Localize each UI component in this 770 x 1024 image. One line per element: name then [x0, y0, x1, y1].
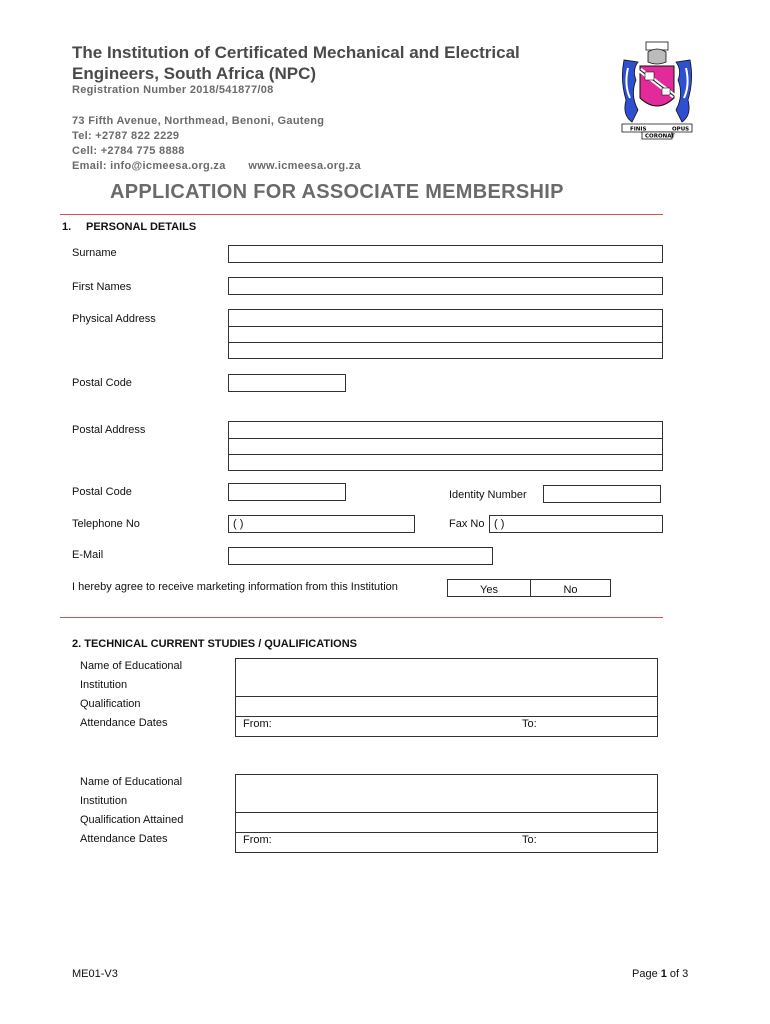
fax-label: Fax No [449, 518, 485, 530]
institution-label: Name of Educational [80, 776, 183, 788]
qualification-label: Qualification [80, 698, 141, 710]
institution-label-continued: Institution [80, 679, 128, 691]
form-title: APPLICATION FOR ASSOCIATE MEMBERSHIP [110, 181, 564, 203]
crest-motto-bottom: CORONAT [645, 133, 675, 140]
table-row-divider [236, 832, 657, 833]
qualification-field[interactable] [236, 697, 657, 716]
surname-label: Surname [72, 247, 117, 259]
physical-address-label: Physical Address [72, 313, 156, 325]
page-number: Page 1 of 3 [632, 968, 689, 980]
table-row-divider [236, 716, 657, 717]
section-divider [60, 617, 663, 618]
physical-address-row-divider [229, 342, 662, 343]
institution-label-continued: Institution [80, 795, 128, 807]
qualification-table-1 [235, 658, 658, 737]
institution-crest-logo [618, 40, 696, 140]
telephone-field[interactable]: ( ) [228, 515, 415, 533]
marketing-no-option[interactable] [530, 579, 611, 597]
section-1-number: 1. [62, 221, 72, 233]
to-date-field[interactable]: To: [522, 718, 537, 730]
postal-address-field[interactable] [228, 421, 663, 471]
attendance-dates-label: Attendance Dates [80, 717, 168, 729]
to-date-field[interactable]: To: [522, 834, 537, 846]
title-divider [60, 214, 663, 215]
organization-name: The Institution of Certificated Mechanical and Electrical Engineers, South Africa (NPC) [72, 43, 520, 83]
marketing-yes-option[interactable] [447, 579, 531, 597]
qualification-attained-label: Qualification Attained [80, 814, 184, 826]
physical-postal-code-field[interactable] [228, 374, 346, 392]
section-2-title: 2. TECHNICAL CURRENT STUDIES / QUALIFICATIONS [72, 638, 357, 650]
institution-field[interactable] [236, 775, 657, 812]
first-names-label: First Names [72, 281, 132, 293]
crest-motto-right: OPUS [672, 126, 690, 133]
section-1-title: PERSONAL DETAILS [86, 221, 197, 233]
telephone-label: Telephone No [72, 518, 140, 530]
registration-number: Registration Number 2018/541877/08 [72, 84, 274, 96]
institution-field[interactable] [236, 659, 657, 696]
contact-block: 73 Fifth Avenue, Northmead, Benoni, Gauteng Tel: +2787 822 2229 Cell: +2784 775 8888 Email: info@icmeesa.org.za www.icmeesa.org.za [72, 115, 361, 172]
physical-address-row-divider [229, 326, 662, 327]
crest-motto-left: FINIS [630, 126, 647, 133]
institution-label: Name of Educational [80, 660, 183, 672]
form-code: ME01-V3 [72, 968, 118, 980]
first-names-field[interactable] [228, 277, 663, 295]
identity-number-field[interactable] [543, 485, 661, 503]
contact-website: www.icmeesa.org.za [248, 160, 361, 172]
postal-postal-code-field[interactable] [228, 483, 346, 501]
fax-field[interactable]: ( ) [489, 515, 663, 533]
marketing-no-label: No [563, 584, 578, 596]
contact-email: Email: info@icmeesa.org.za [72, 160, 226, 172]
postal-address-row-divider [229, 454, 662, 455]
attendance-dates-label: Attendance Dates [80, 833, 168, 845]
qualification-table-2 [235, 774, 658, 853]
postal-code-label: Postal Code [72, 486, 132, 498]
from-date-field[interactable]: From: [243, 834, 272, 846]
surname-field[interactable] [228, 245, 663, 263]
postal-address-label: Postal Address [72, 424, 146, 436]
marketing-yes-label: Yes [480, 584, 498, 596]
identity-number-label: Identity Number [449, 489, 527, 501]
email-label: E-Mail [72, 549, 104, 561]
from-date-field[interactable]: From: [243, 718, 272, 730]
physical-address-field[interactable] [228, 309, 663, 359]
marketing-consent-label: I hereby agree to receive marketing information from this Institution [72, 581, 398, 593]
postal-code-label: Postal Code [72, 377, 132, 389]
qualification-attained-field[interactable] [236, 813, 657, 832]
email-field[interactable] [228, 547, 493, 565]
postal-address-row-divider [229, 438, 662, 439]
